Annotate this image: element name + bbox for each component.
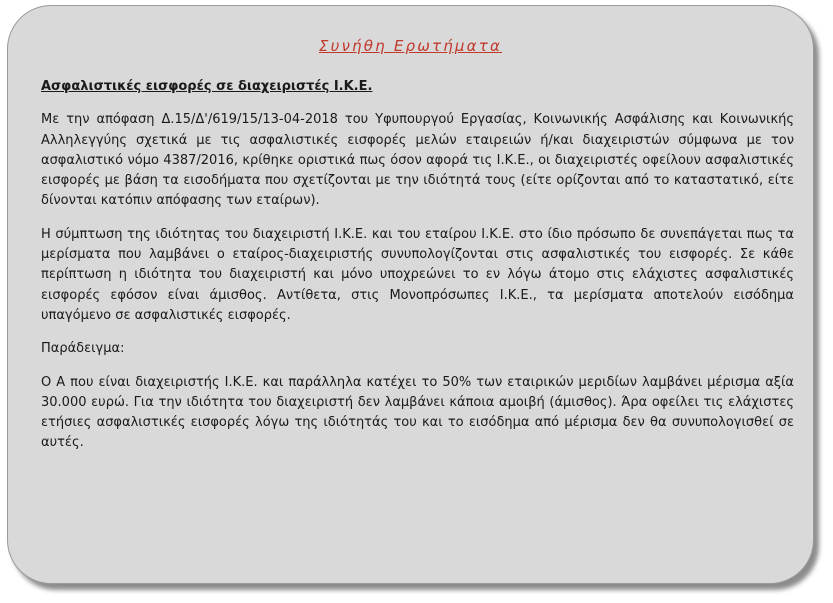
- question-heading: Ασφαλιστικές εισφορές σε διαχειριστές Ι.Κ.Ε.: [41, 79, 373, 94]
- answer-paragraph: Με την απόφαση Δ.15/Δ'/619/15/13-04-2018 του Υφυπουργού Εργασίας, Κοινωνικής Ασφάλισης και Κοινωνικής Αλληλεγγύης σχετικά με τις ασφαλιστικές εισφορές μελών εταιρειών ή/και διαχειριστών σύμφωνα με τον ασφαλιστικό νόμο 4387/2016, κρίθηκε οριστικά πως όσον αφορά τις Ι.Κ.Ε., οι διαχειριστές οφείλουν ασφαλιστικές εισφορές με βάση τα εισοδήματα που σχετίζονται με την ιδιότητά τους (είτε ορίζονται από το καταστατικό, είτε δίνονται κατόπιν απόφασης των εταίρων).: [41, 112, 794, 209]
- example-label: Παράδειγμα:: [41, 341, 125, 357]
- faq-title: Συνήθη Ερωτήματα: [318, 37, 503, 55]
- example-paragraph: Ο Α που είναι διαχειριστής Ι.Κ.Ε. και παράλληλα κατέχει το 50% των εταιρικών μεριδίων λαμβάνει μέρισμα αξία 30.000 ευρώ. Για την ιδιότητα του διαχειριστή δεν λαμβάνει κάποια αμοιβή (άμισθος). Άρα οφείλει τις ελάχιστες ετήσιες ασφαλιστικές εισφορές λόγω της ιδιότητάς του και το εισόδημα από μέρισμα δεν θα συνυπολογισθεί σε αυτές.: [41, 374, 794, 451]
- faq-body: [41, 77, 794, 467]
- answer-paragraph: Η σύμπτωση της ιδιότητας του διαχειριστή Ι.Κ.Ε. και του εταίρου Ι.Κ.Ε. στο ίδιο πρόσωπο δε συνεπάγεται πως τα μερίσματα που λαμβάνει ο εταίρος-διαχειριστής συνυπολογίζονται στις ασφαλιστικές του εισφορές. Σε κάθε περίπτωση η ιδιότητα του διαχειριστή και μόνο υποχρεώνει το εν λόγω άτομο στις ελάχιστες ασφαλιστικές εισφορές εφόσον είναι άμισθος. Αντίθετα, στις Μονοπρόσωπες Ι.Κ.Ε., τα μερίσματα αποτελούν εισόδημα υπαγόμενο σε ασφαλιστικές εισφορές.: [41, 226, 794, 323]
- faq-card: [7, 5, 814, 584]
